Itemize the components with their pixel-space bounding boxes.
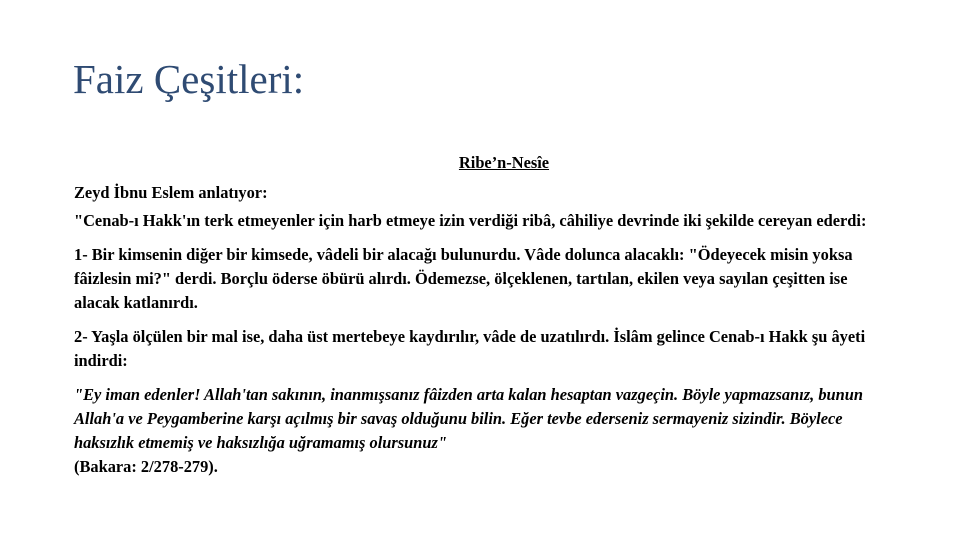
paragraph-1: "Cenab-ı Hakk'ın terk etmeyenler için harb etmeye izin verdiği ribâ, câhiliye devrinde iki şekilde cereyan ederdi: bbox=[74, 211, 867, 230]
slide-title: Faiz Çeşitleri: bbox=[73, 56, 305, 102]
verse-citation: (Bakara: 2/278-279). bbox=[74, 457, 218, 476]
intro-line: Zeyd İbnu Eslem anlatıyor: bbox=[74, 183, 268, 202]
verse-text: "Ey iman edenler! Allah'tan sakının, inanmışsanız fâizden arta kalan hesaptan vazgeçin. Böyle yapmazsanız, bunun Allah'a ve Peygamberine karşı açılmış bir savaş olduğunu bilin. Eğer tevbe ederseniz sermayeniz sizindir. Böylece haksızlık etmemiş ve haksızlığa uğramamış olursunuz" bbox=[74, 385, 864, 452]
paragraph-2: 1- Bir kimsenin diğer bir kimsede, vâdeli bir alacağı bulunurdu. Vâde dolunca alacaklı: "Ödeyecek misin yoksa fâizlesin mi?" derdi. Borçlu öderse öbürü alırdı. Ödemezse, ölçeklenen, tartılan, ekilen veya sayılan çeşitten ise alacak katlanırdı. bbox=[74, 245, 853, 312]
verse-quote bbox=[74, 383, 894, 479]
paragraph-3: 2- Yaşla ölçülen bir mal ise, daha üst mertebeye kaydırılır, vâde de uzatılırdı. İslâm gelince Cenab-ı Hakk şu âyeti indirdi: bbox=[74, 327, 866, 370]
subheading: Ribe’n-Nesîe bbox=[458, 153, 550, 172]
slide-body bbox=[74, 151, 894, 489]
